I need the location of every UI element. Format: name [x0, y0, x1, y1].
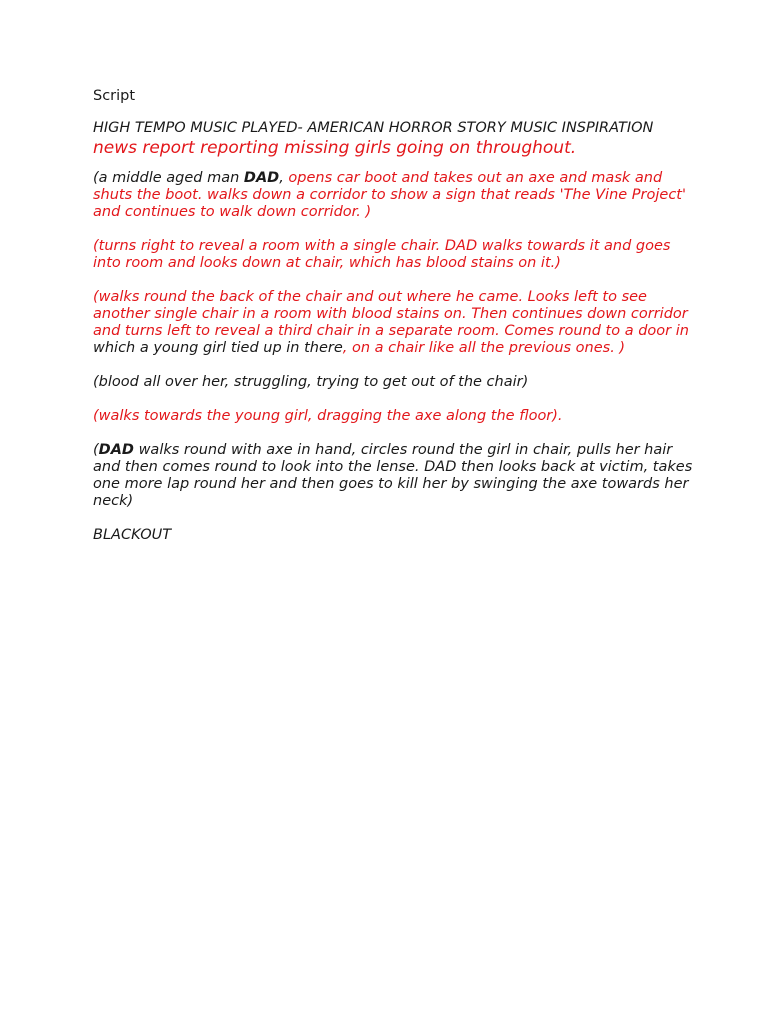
p1-intro: (a middle aged man	[93, 170, 244, 186]
news-report-line: news report reporting missing girls going on throughout.	[93, 138, 577, 158]
p3-girl: which a young girl tied up in there	[93, 340, 343, 356]
p1-dad: DAD	[243, 170, 280, 186]
p6-action: walks round with axe in hand, circles round the girl in chair, pulls her hair and then comes round to look into the lense. DAD then looks back at victim, takes one more lap round her and then goes to kill her by swinging the axe towards her neck)	[93, 442, 693, 509]
music-direction: HIGH TEMPO MUSIC PLAYED- AMERICAN HORROR STORY MUSIC INSPIRATION	[93, 120, 654, 136]
script-page	[93, 86, 693, 561]
paragraph-final-action	[93, 442, 693, 510]
paragraph-first-chair: (turns right to reveal a room with a single chair. DAD walks towards it and goes into room and looks down at chair, which has blood stains on it.)	[93, 238, 671, 271]
p6-dad: DAD	[98, 442, 134, 458]
p3-action: (walks round the back of the chair and out where he came. Looks left to see another single chair in a room with blood stains on. Then continues down corridor and turns left to reveal a third chair in a separate room. Comes round to a door in	[93, 289, 689, 339]
paragraph-dragging-axe: (walks towards the young girl, dragging the axe along the floor).	[93, 408, 563, 424]
p3-end: , on a chair like all the previous ones. )	[342, 340, 626, 356]
paragraph-blood: (blood all over her, struggling, trying to get out of the chair)	[93, 374, 529, 390]
p6-open: (	[93, 442, 99, 458]
p1-comma: ,	[279, 170, 289, 186]
paragraph-third-chair	[93, 289, 693, 357]
document-title: Script	[93, 88, 136, 104]
blackout-line: BLACKOUT	[93, 527, 172, 543]
p1-action: opens car boot and takes out an axe and mask and shuts the boot. walks down a corridor to show a sign that reads 'The Vine Project' and continues to walk down corridor. )	[93, 170, 686, 220]
paragraph-car-boot	[93, 170, 693, 221]
